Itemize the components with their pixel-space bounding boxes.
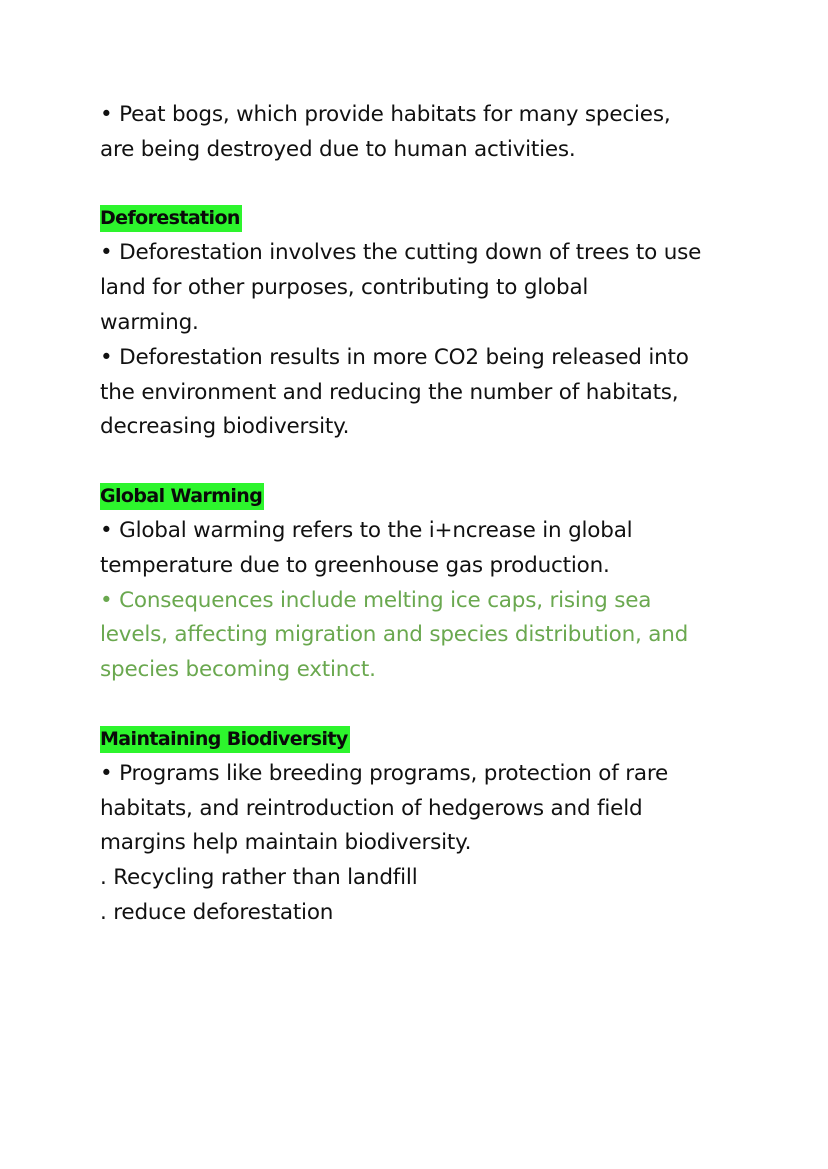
text-line: • Programs like breeding programs, protection of rare (100, 760, 669, 786)
text-line: are being destroyed due to human activities. (100, 136, 576, 162)
section-heading: Deforestation (100, 205, 242, 232)
highlighted-text-line: species becoming extinct. (100, 657, 376, 683)
text-line: warming. (100, 309, 199, 335)
highlighted-text-line: • Consequences include melting ice caps, rising sea (100, 587, 652, 613)
spacer (100, 168, 740, 203)
text-line: • Deforestation results in more CO2 being released into (100, 344, 689, 370)
document-page (100, 98, 740, 931)
highlighted-text-line: levels, affecting migration and species distribution, and (100, 622, 689, 648)
spacer (100, 445, 740, 480)
intro-paragraph (100, 98, 740, 168)
text-line: the environment and reducing the number of habitats, (100, 379, 679, 405)
section-global-warming (100, 480, 740, 688)
text-line: decreasing biodiversity. (100, 414, 350, 440)
spacer (100, 688, 740, 723)
section-heading: Global Warming (100, 483, 264, 510)
text-line: • Peat bogs, which provide habitats for many species, (100, 102, 671, 127)
text-line: land for other purposes, contributing to global (100, 275, 589, 301)
text-line: margins help maintain biodiversity. (100, 830, 472, 856)
section-heading: Maintaining Biodiversity (100, 726, 350, 753)
text-line: • Global warming refers to the i+ncrease in global (100, 517, 633, 543)
text-line: temperature due to greenhouse gas production. (100, 552, 610, 578)
text-line: . Recycling rather than landfill (100, 865, 418, 891)
text-line: • Deforestation involves the cutting down of trees to use (100, 240, 702, 266)
text-line: habitats, and reintroduction of hedgerows and field (100, 795, 643, 821)
text-line: . reduce deforestation (100, 899, 334, 925)
section-maintaining-biodiversity (100, 723, 740, 931)
section-deforestation (100, 202, 740, 445)
